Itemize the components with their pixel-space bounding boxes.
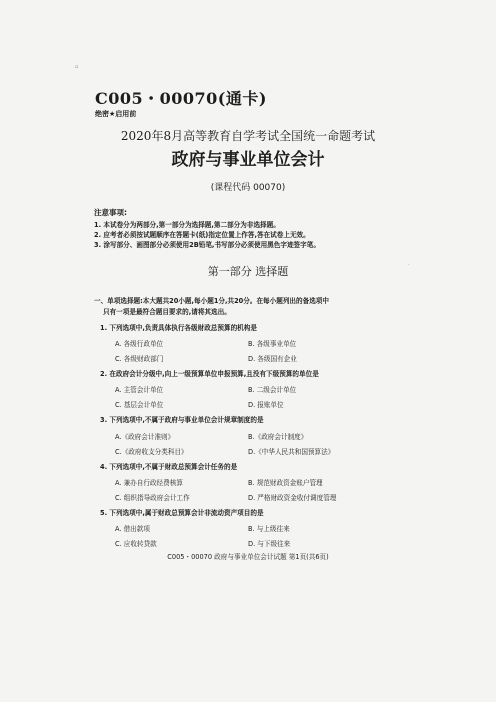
option: B.《政府会计制度》 [248, 433, 308, 441]
option: C. 应收转贷款 [115, 540, 157, 548]
question-stem: 2. 在政府会计分级中,向上一级预算单位申报预算,且没有下级预算的单位是 [100, 370, 319, 378]
option: C. 各级财政部门 [115, 355, 164, 363]
question-stem: 5. 下列选项中,属于财政总预算会计非流动资产项目的是 [100, 509, 264, 517]
exam-code: C005・00070(通卡) [95, 89, 267, 108]
option: A. 主管会计单位 [115, 386, 164, 394]
scan-mark: ▫ [75, 64, 79, 70]
section-instruction [94, 296, 329, 318]
exam-title: 2020年8月高等教育自学考试全国统一命题考试 [120, 129, 376, 143]
notice-item: 2. 应考者必须按试题顺序在答题卡(纸)指定位置上作答,答在试卷上无效。 [94, 231, 310, 239]
option: D. 与下级往来 [248, 540, 291, 548]
option: D.《中华人民共和国预算法》 [248, 448, 335, 456]
question-stem: 3. 下列选项中,不属于政府与事业单位会计规章制度的是 [100, 416, 264, 424]
option: B. 与上级往来 [248, 525, 290, 533]
option: D. 各级国有企业 [248, 355, 297, 363]
course-code: (课程代码 00070) [210, 183, 286, 193]
secret-label: 绝密★启用前 [95, 110, 137, 118]
notice-item: 3. 涂写部分、画图部分必须使用2B铅笔,书写部分必须使用黑色字迹签字笔。 [94, 241, 320, 249]
page-footer: C005・00070 政府与事业单位会计试题 第1页(共6页) [167, 553, 329, 561]
section-line: 只有一项是最符合题目要求的,请将其选出。 [103, 308, 231, 316]
option: C. 组织指导政府会计工作 [115, 494, 190, 502]
option: B. 规范财政资金账户管理 [248, 479, 323, 487]
option: C. 基层会计单位 [115, 401, 164, 409]
option: A.《政府会计准则》 [115, 433, 175, 441]
option: D. 严格财政资金收付调度管理 [248, 494, 337, 502]
course-name: 政府与事业单位会计 [171, 150, 325, 170]
part-title: 第一部分 选择题 [207, 265, 289, 278]
question-stem: 4. 下列选项中,不属于财政总预算会计任务的是 [100, 463, 238, 471]
section-line: 一、单项选择题:本大题共20小题,每小题1分,共20分。在每小题列出的备选项中 [94, 297, 329, 305]
notice-item: 1. 本试卷分为两部分,第一部分为选择题,第二部分为非选择题。 [94, 221, 280, 229]
option: B. 二级会计单位 [248, 386, 297, 394]
option: B. 各级事业单位 [248, 340, 297, 348]
option: A. 借出款项 [115, 525, 150, 533]
notice-title: 注意事项: [94, 208, 127, 217]
option: A. 兼办自行政经费核算 [115, 479, 183, 487]
question-stem: 1. 下列选项中,负责具体执行各级财政总预算的机构是 [100, 324, 257, 332]
option: D. 报账单位 [248, 401, 284, 409]
option: C.《政府收支分类科目》 [115, 448, 188, 456]
option: A. 各级行政单位 [115, 340, 164, 348]
scan-mark: · [408, 262, 410, 268]
